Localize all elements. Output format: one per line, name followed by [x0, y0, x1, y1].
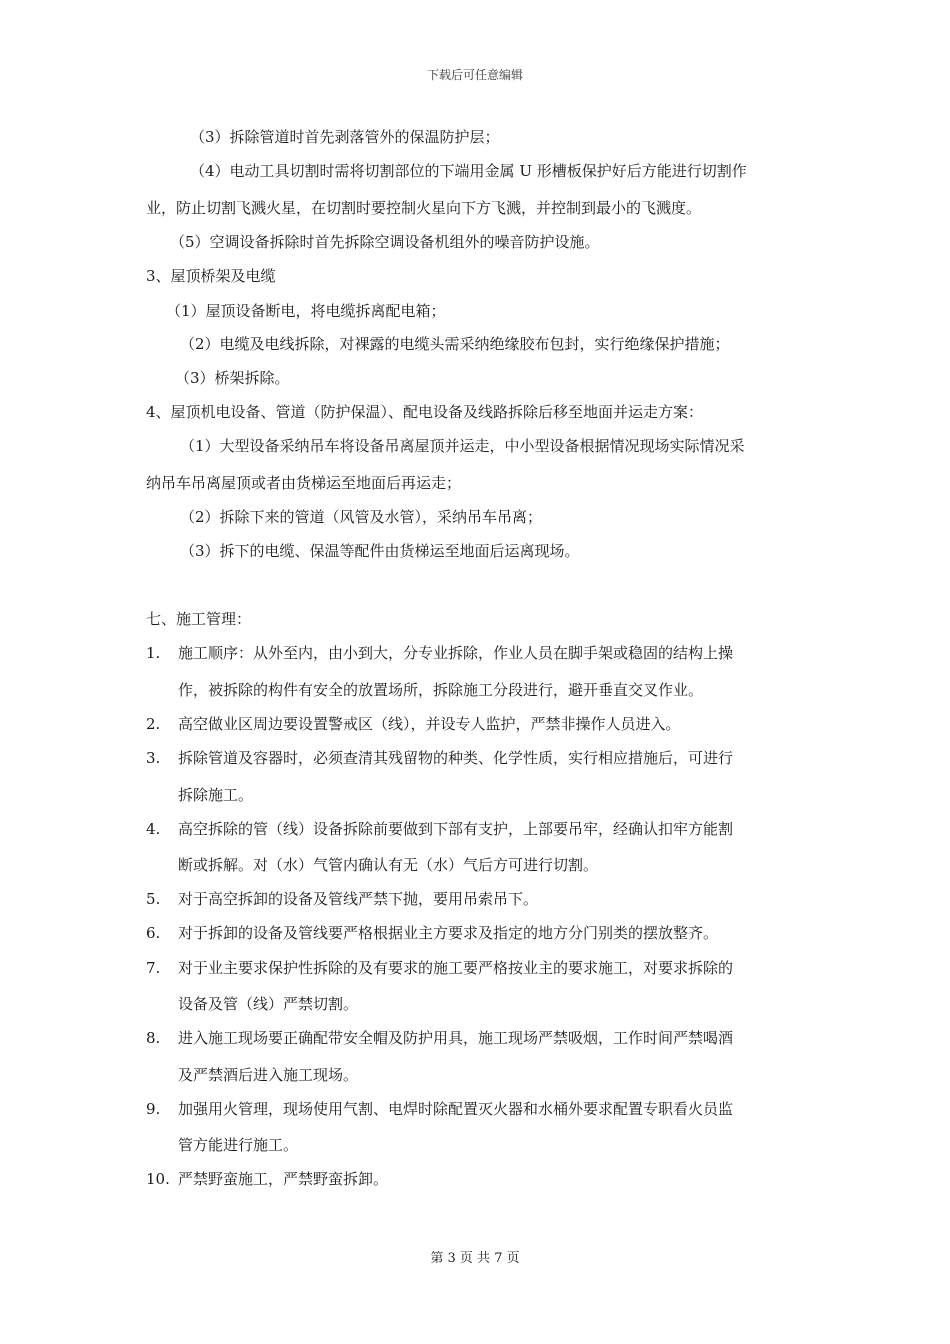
para-line: （5）空调设备拆除时首先拆除空调设备机组外的噪音防护设施。 [170, 233, 600, 251]
para-line: （1）屋顶设备断电，将电缆拆离配电箱； [166, 302, 446, 320]
list-item-text: 高空拆除的管（线）设备拆除前要做到下部有支护，上部要吊牢，经确认扣牢方能割 [178, 820, 734, 838]
list-item-number: 3. [146, 749, 161, 767]
list-item-text: 高空做业区周边要设置警戒区（线），并设专人监护，严禁非操作人员进入。 [178, 715, 681, 733]
para-line: （2）拆除下来的管道（风管及水管），采纳吊车吊离； [180, 508, 543, 526]
section-title: 七、施工管理： [146, 610, 252, 628]
para-line: 纳吊车吊离屋顶或者由货梯运至地面后再运走； [146, 474, 462, 492]
subsection-heading: 3、屋顶桥架及电缆 [146, 267, 276, 285]
list-item-text-cont: 作，被拆除的构件有安全的放置场所，拆除施工分段进行，避开垂直交叉作业。 [178, 681, 704, 699]
list-item-number: 7. [146, 959, 161, 977]
list-item-text: 对于拆卸的设备及管线要严格根据业主方要求及指定的地方分门别类的摆放整齐。 [178, 924, 719, 942]
list-item-number: 4. [146, 820, 161, 838]
list-item-number: 10. [146, 1170, 170, 1188]
para-line: （4）电动工具切割时需将切割部位的下端用金属 U 形槽板保护好后方能进行切割作 [190, 162, 747, 180]
list-item-text-cont: 断或拆解。对（水）气管内确认有无（水）气后方可进行切割。 [178, 856, 599, 874]
list-item-number: 6. [146, 924, 161, 942]
list-item-text: 拆除管道及容器时，必须查清其残留物的种类、化学性质，实行相应措施后，可进行 [178, 749, 734, 767]
para-line: （3）拆除管道时首先剥落管外的保温防护层； [190, 128, 500, 146]
para-line: （3）拆下的电缆、保温等配件由货梯运至地面后运离现场。 [180, 542, 580, 560]
list-item-text: 对于业主要求保护性拆除的及有要求的施工要严格按业主的要求施工，对要求拆除的 [178, 959, 734, 977]
list-item-text-cont: 管方能进行施工。 [178, 1136, 299, 1154]
para-line: 业，防止切割飞溅火星，在切割时要控制火星向下方飞溅，并控制到最小的飞溅度。 [146, 199, 702, 217]
list-item-number: 8. [146, 1029, 161, 1047]
list-item-text-cont: 拆除施工。 [178, 786, 254, 804]
para-line: （2）电缆及电线拆除，对裸露的电缆头需采纳绝缘胶布包封，实行绝缘保护措施； [180, 335, 730, 353]
subsection-heading: 4、屋顶机电设备、管道（防护保温）、配电设备及线路拆除后移至地面并运走方案： [146, 403, 704, 421]
para-line: （3）桥架拆除。 [175, 369, 290, 387]
list-item-text: 严禁野蛮施工，严禁野蛮拆卸。 [178, 1170, 389, 1188]
para-line: （1）大型设备采纳吊车将设备吊离屋顶并运走，中小型设备根据情况现场实际情况采 [180, 437, 745, 455]
list-item-number: 2. [146, 715, 161, 733]
list-item-text: 进入施工现场要正确配带安全帽及防护用具，施工现场严禁吸烟，工作时间严禁喝酒 [178, 1029, 734, 1047]
list-item-text-cont: 设备及管（线）严禁切割。 [178, 995, 359, 1013]
list-item-text: 加强用火管理，现场使用气割、电焊时除配置灭火器和水桶外要求配置专职看火员监 [178, 1100, 734, 1118]
list-item-number: 9. [146, 1100, 161, 1118]
page-footer: 第 3 页 共 7 页 [430, 1251, 520, 1266]
list-item-text-cont: 及严禁酒后进入施工现场。 [178, 1066, 359, 1084]
list-item-number: 5. [146, 890, 161, 908]
list-item-text: 施工顺序：从外至内，由小到大，分专业拆除，作业人员在脚手架或稳固的结构上操 [178, 644, 734, 662]
list-item-number: 1. [146, 644, 161, 662]
page-header: 下载后可任意编辑 [426, 68, 523, 82]
list-item-text: 对于高空拆卸的设备及管线严禁下抛，要用吊索吊下。 [178, 890, 539, 908]
